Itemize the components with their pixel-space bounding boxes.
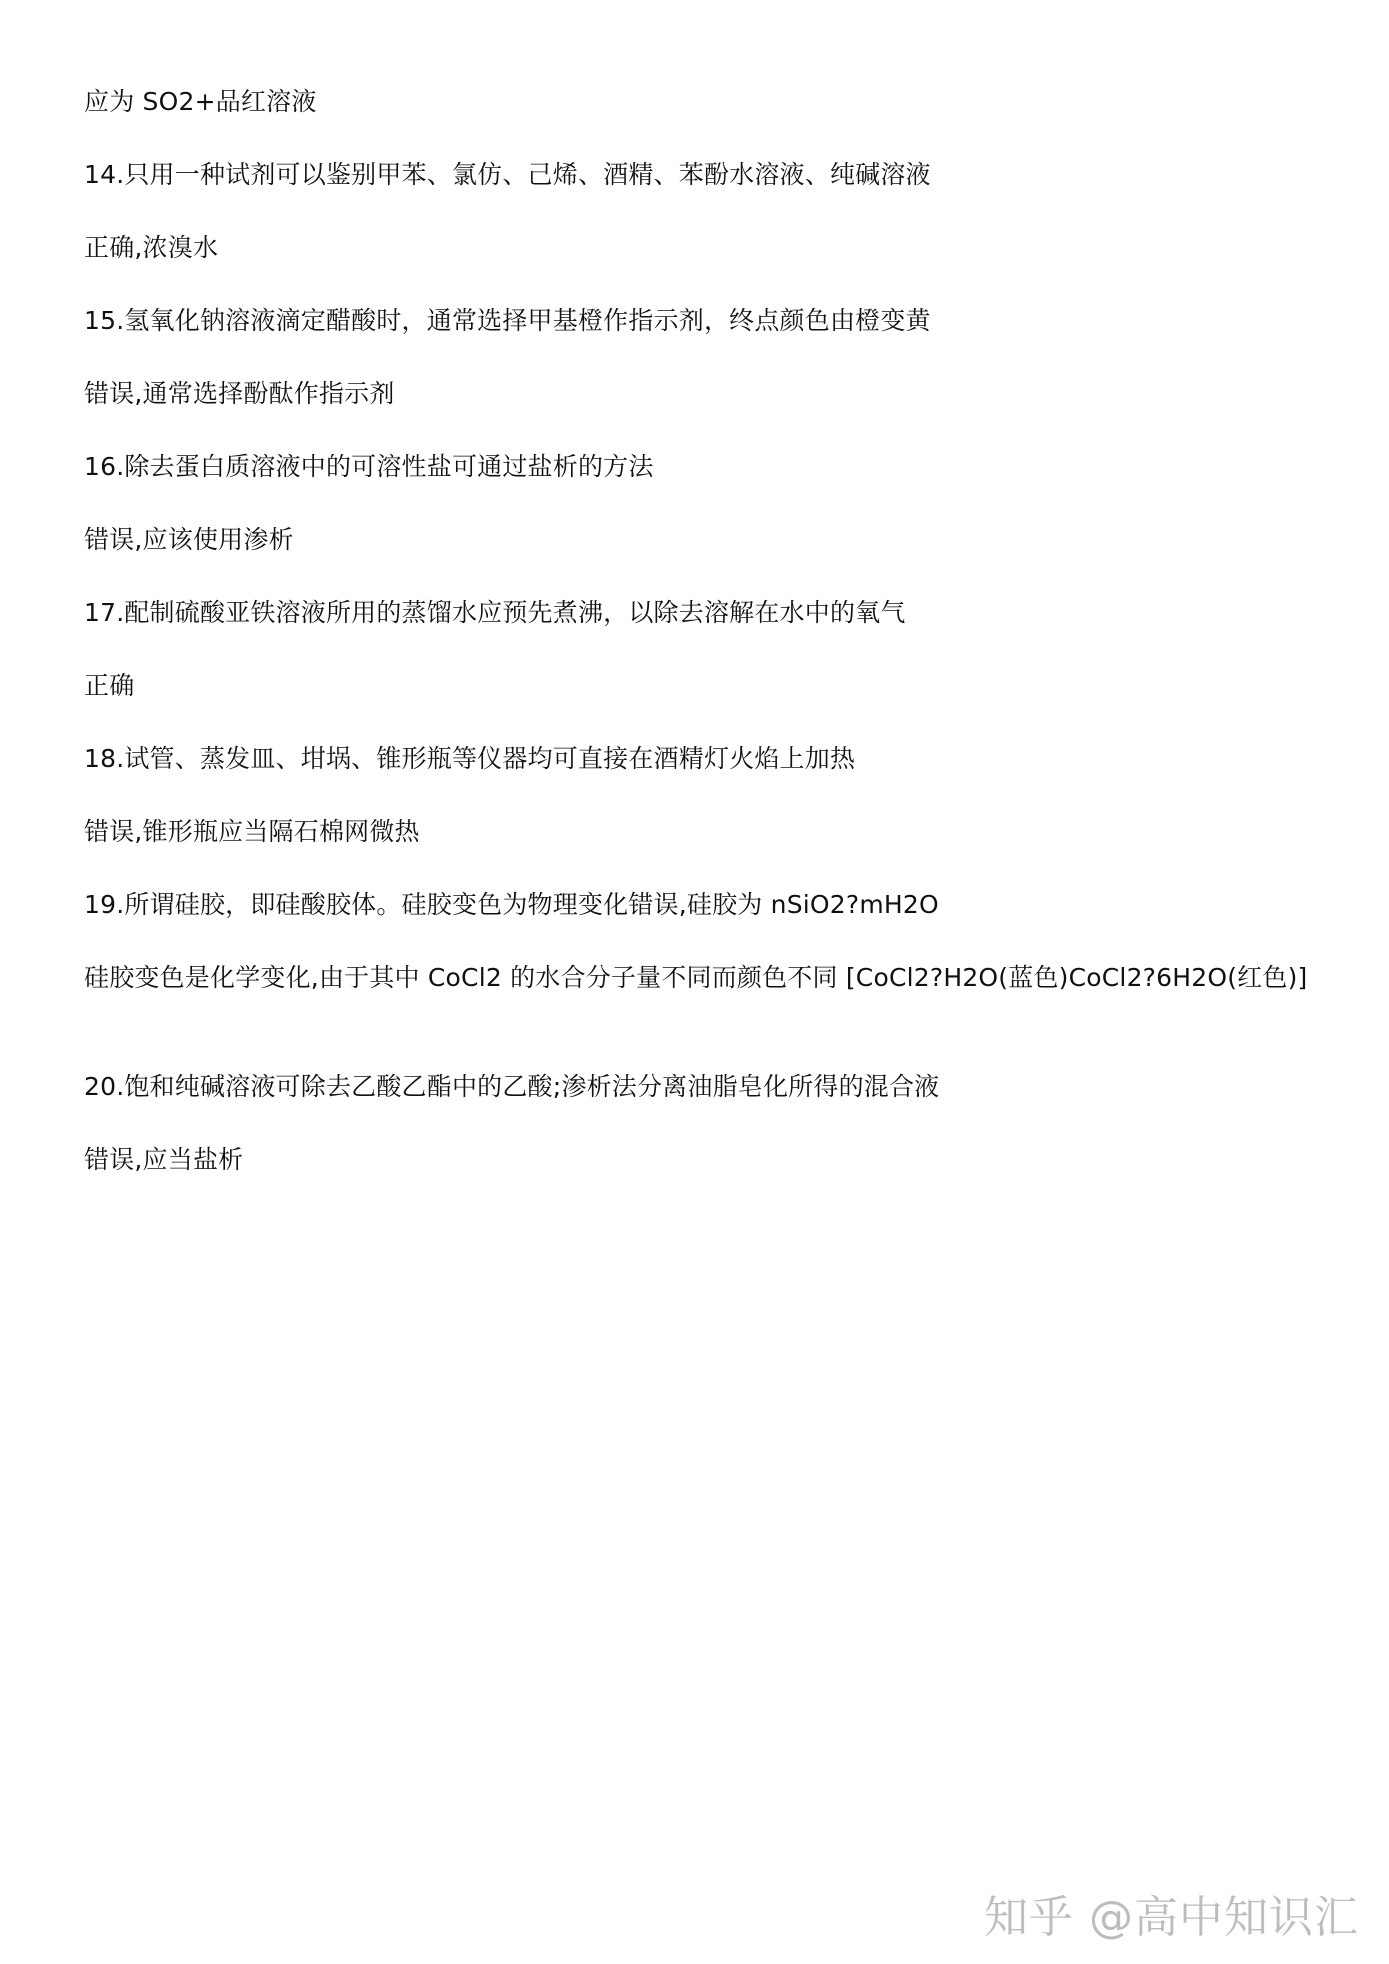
question-14: 14.只用一种试剂可以鉴别甲苯、氯仿、己烯、酒精、苯酚水溶液、纯碱溶液 [84, 160, 931, 189]
question-18: 18.试管、蒸发皿、坩埚、锥形瓶等仪器均可直接在酒精灯火焰上加热 [84, 744, 856, 773]
answer-15: 错误,通常选择酚酞作指示剂 [84, 379, 395, 408]
question-15: 15.氢氧化钠溶液滴定醋酸时，通常选择甲基橙作指示剂，终点颜色由橙变黄 [84, 306, 931, 335]
question-16: 16.除去蛋白质溶液中的可溶性盐可通过盐析的方法 [84, 452, 654, 481]
zhihu-watermark: 知乎 @高中知识汇 [984, 1892, 1359, 1943]
question-17: 17.配制硫酸亚铁溶液所用的蒸馏水应预先煮沸，以除去溶解在水中的氧气 [84, 598, 906, 627]
question-20: 20.饱和纯碱溶液可除去乙酸乙酯中的乙酸;渗析法分离油脂皂化所得的混合液 [84, 1072, 940, 1101]
answer-19: 硅胶变色是化学变化,由于其中 CoCl2 的水合分子量不同而颜色不同 [CoCl2?H2O(蓝色)CoCl2?6H2O(红色)] [84, 963, 1308, 992]
answer-16: 错误,应该使用渗析 [84, 525, 294, 554]
answer-20: 错误,应当盐析 [84, 1145, 244, 1174]
answer-18: 错误,锥形瓶应当隔石棉网微热 [84, 817, 420, 846]
answer-17: 正确 [84, 671, 135, 700]
text-line-1: 应为 SO2+品红溶液 [84, 87, 317, 116]
question-19: 19.所谓硅胶，即硅酸胶体。硅胶变色为物理变化错误,硅胶为 nSiO2?mH2O [84, 890, 939, 919]
answer-14: 正确,浓溴水 [84, 233, 219, 262]
